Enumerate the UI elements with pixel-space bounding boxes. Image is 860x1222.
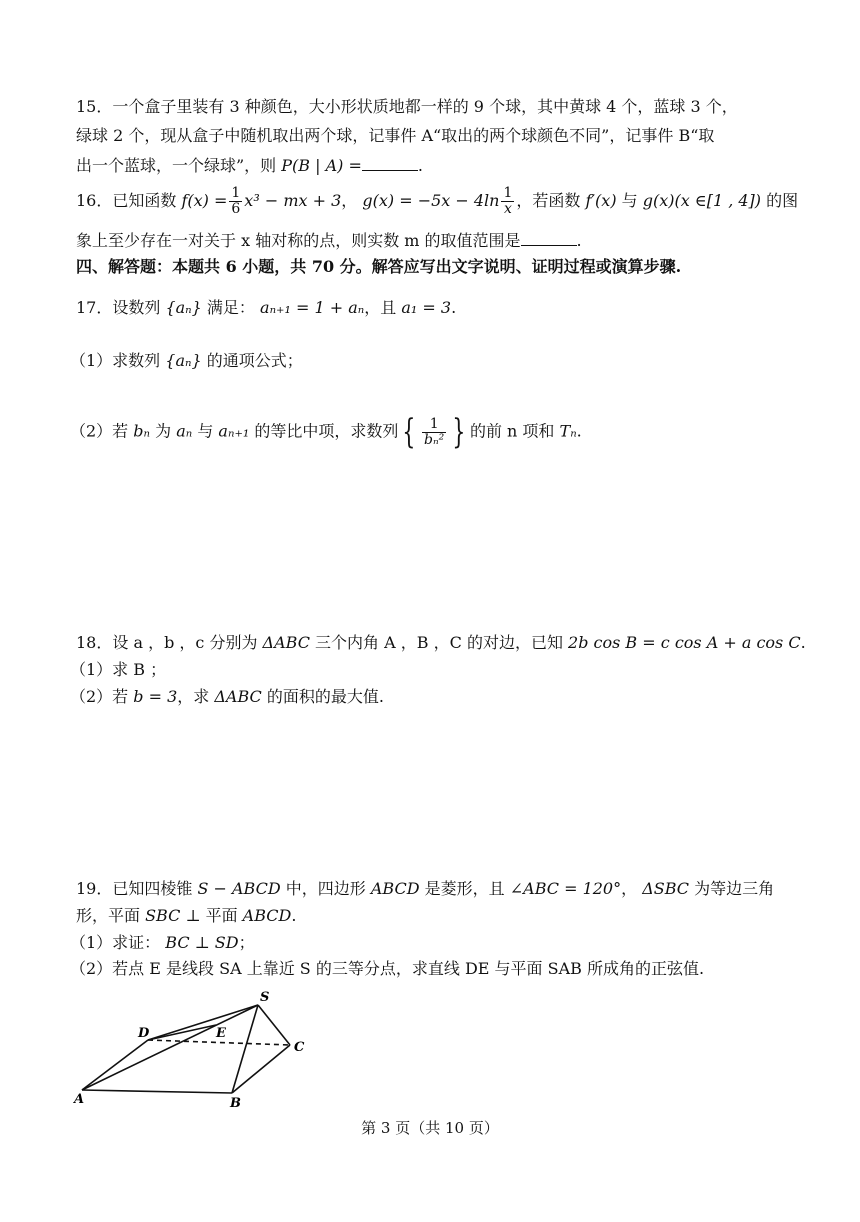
q16-line-1	[76, 185, 799, 217]
q17-p2-an1: aₙ₊₁	[218, 421, 250, 441]
q17-recurrence: aₙ₊₁ = 1 + aₙ	[260, 298, 365, 317]
q18-p2-triangle: ΔABC	[214, 687, 262, 706]
edge-SC	[258, 1005, 290, 1045]
q19-pyramid: S − ABCD	[197, 879, 281, 898]
q17-stem-b: 满足：	[201, 298, 261, 317]
q17-stem	[76, 297, 790, 319]
q18-part1: （1）求 B ；	[70, 660, 167, 679]
q16-g-domain: g(x)(x ∈[1 , 4])	[642, 191, 762, 210]
q19-l1-e: 为等边三角	[689, 879, 775, 898]
q16-answer-blank[interactable]	[521, 229, 577, 246]
q19-l1-d: ，	[621, 879, 643, 898]
q18-equation: 2b cos B = c cos A + a cos C	[568, 633, 801, 652]
q17-stem-d: .	[451, 298, 457, 317]
q16-sep: ，	[341, 191, 363, 210]
q18-stem-c: .	[800, 633, 806, 652]
edge-SD	[148, 1005, 258, 1040]
right-brace: }	[452, 412, 466, 452]
edge-AD	[82, 1040, 148, 1090]
q16-fraction-2	[501, 186, 514, 217]
q17-p2-b: 为	[150, 421, 177, 441]
edge-SA	[82, 1005, 258, 1090]
label-A: A	[74, 1092, 85, 1107]
q19-quad: ABCD	[370, 879, 420, 898]
q16-frac1-num: 1	[231, 185, 241, 201]
q16-frac2-den: x	[503, 201, 512, 217]
q17-p2-c: 与	[192, 421, 219, 441]
q17-p2-an: aₙ	[176, 421, 193, 441]
q15-text: 出一个蓝球，一个绿球”，则	[76, 156, 282, 175]
label-S: S	[260, 990, 270, 1005]
q15-prob-expr: P(B | A) =	[281, 156, 362, 175]
q16-fprime: f′(x)	[585, 191, 617, 210]
edge-AB	[82, 1090, 232, 1093]
page-footer: 第 3 页（共 10 页）	[361, 1119, 499, 1137]
q19-plane1: SBC ⊥	[145, 906, 201, 925]
q16-text-a: 16．已知函数	[76, 191, 182, 210]
q19-part2: （2）若点 E 是线段 SA 上靠近 S 的三等分点，求直线 DE 与平面 SAB 所成角的正弦值.	[70, 959, 705, 978]
left-brace: {	[402, 412, 416, 452]
q17-p2-Tn: Tₙ	[559, 421, 577, 441]
q17-p2-d: 的等比中项，求数列	[249, 421, 399, 441]
q19-line-2	[76, 905, 790, 927]
q18-stem-a: 18．设 a ，b ，c 分别为	[76, 633, 263, 652]
q17-stem-a: 17．设数列	[76, 298, 166, 317]
label-C: C	[294, 1040, 305, 1055]
q19-plane2: ABCD	[242, 906, 292, 925]
q17-frac-num: 1	[422, 417, 446, 433]
q19-part1	[70, 932, 255, 954]
q16-f-right: x³ − mx + 3	[244, 191, 342, 210]
edge-SB	[232, 1005, 258, 1093]
q19-l1-c: 是菱形，且	[419, 879, 510, 898]
q16-g-left: g(x) = −5x − 4ln	[362, 191, 500, 210]
q17-p2-a: （2）若	[70, 421, 134, 441]
q17-p2-e: 的前 n 项和	[469, 421, 560, 441]
label-D: D	[138, 1026, 150, 1041]
q19-p1-expr: BC ⊥ SD	[165, 933, 239, 952]
q17-stem-c: ，且	[364, 298, 402, 317]
pyramid-figure	[70, 985, 330, 1110]
q16-line2-text: 象上至少存在一对关于 x 轴对称的点，则实数 m 的取值范围是	[76, 231, 521, 250]
q16-f-left: f(x) =	[181, 191, 228, 210]
q17-part1	[70, 350, 303, 372]
q15-end: .	[417, 156, 423, 175]
q17-part2	[70, 412, 582, 452]
q17-p2-bn: bₙ	[133, 421, 151, 441]
section-heading: 四、解答题：本题共 6 小题，共 70 分。解答应写出文字说明、证明过程或演算步骤.	[76, 257, 682, 276]
q18-p2-c: 的面积的最大值.	[261, 687, 384, 706]
q16-frac1-den: 6	[231, 201, 241, 217]
q19-line-1	[76, 878, 790, 900]
q18-stem	[76, 632, 806, 654]
q17-fraction	[422, 417, 446, 448]
q17-frac-den: bₙ²	[424, 431, 445, 448]
q15-answer-blank[interactable]	[362, 154, 418, 171]
q18-p2-b: ，求	[177, 687, 215, 706]
q18-part2	[70, 686, 384, 708]
q16-frac2-num: 1	[503, 185, 513, 201]
q15-line-3	[76, 154, 790, 177]
q17-seq: {aₙ}	[165, 298, 202, 317]
q19-angle: ∠ABC = 120°	[509, 879, 622, 898]
q19-l2-b: 平面	[200, 906, 243, 925]
q17-p1-a: （1）求数列	[70, 351, 166, 370]
label-E: E	[216, 1026, 226, 1041]
q19-l1-a: 19．已知四棱锥	[76, 879, 198, 898]
q19-l2-c: .	[291, 906, 297, 925]
q19-triangle: ΔSBC	[642, 879, 690, 898]
q17-initial: a₁ = 3	[401, 298, 452, 317]
q19-l2-a: 形，平面	[76, 906, 146, 925]
q18-stem-b: 三个内角 A ，B ，C 的对边，已知	[309, 633, 569, 652]
q17-p1-b: 的通项公式；	[201, 351, 303, 370]
q17-p1-seq: {aₙ}	[165, 351, 202, 370]
q16-line2-end: .	[576, 231, 582, 250]
q16-text-b: ，若函数	[516, 191, 586, 210]
q16-text-d: 的图	[761, 191, 799, 210]
q19-l1-b: 中，四边形	[280, 879, 371, 898]
q16-fraction-1	[229, 186, 242, 217]
q19-p1-a: （1）求证：	[70, 933, 166, 952]
label-B: B	[230, 1096, 241, 1110]
edge-BC	[232, 1045, 290, 1093]
q18-p2-a: （2）若	[70, 687, 134, 706]
q15-line-1: 15．一个盒子里装有 3 种颜色，大小形状质地都一样的 9 个球，其中黄球 4 个，蓝球 3 个，	[76, 97, 738, 116]
q18-triangle: ΔABC	[262, 633, 310, 652]
q16-text-c: 与	[616, 191, 643, 210]
q18-p2-eq: b = 3	[133, 687, 178, 706]
segment-DE	[148, 1025, 216, 1040]
q17-p2-f: .	[576, 421, 582, 441]
q15-line-2: 绿球 2 个，现从盒子中随机取出两个球，记事件 A“取出的两个球颜色不同”，记事件 B“取	[76, 126, 715, 145]
q16-line-2	[76, 229, 790, 252]
q19-p1-b: ；	[238, 933, 255, 952]
